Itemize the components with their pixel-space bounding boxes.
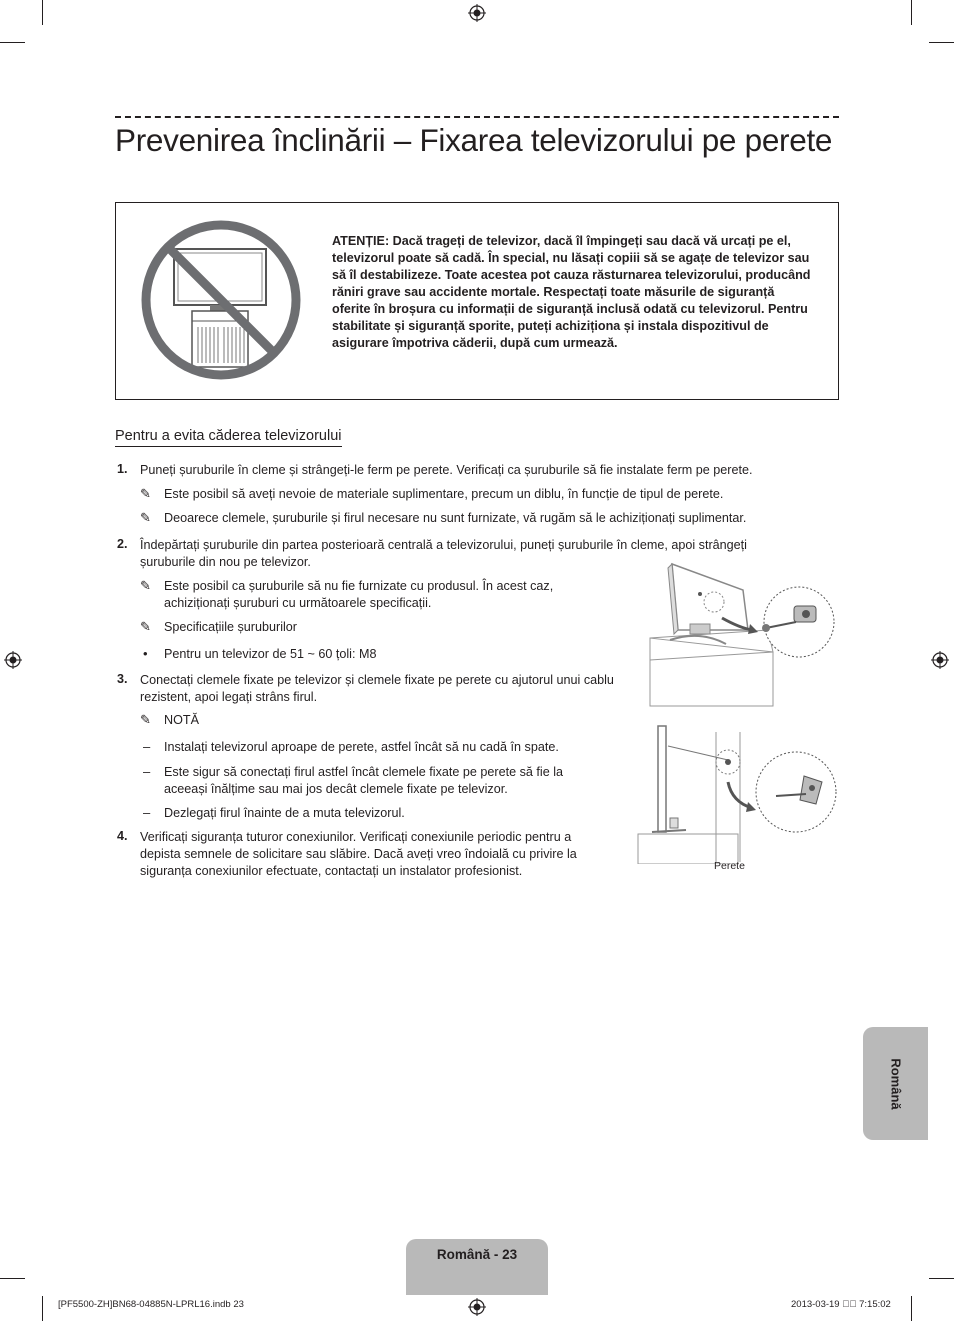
step-text: Verificați siguranța tuturor conexiunilor. Verificați conexiunile periodic pentru a depista semnele de solicitare sau slăbire. Dacă aveți vreo îndoială cu privire la siguranța conexiunilor efectuate, contactați un instalator profesionist. [140, 830, 577, 878]
dash-icon: – [143, 739, 151, 754]
footer-timestamp: 2013-03-19 ￿￿ 7:15:02 [791, 1299, 891, 1310]
dash-text: Instalați televizorul aproape de perete, astfel încât să nu cadă în spate. [164, 740, 559, 754]
bullet-text: Pentru un televizor de 51 ~ 60 țoli: M8 [164, 647, 377, 661]
wall-cable-figure [636, 722, 840, 864]
registration-mark-icon [468, 1298, 486, 1316]
note-icon: ✎ [140, 619, 151, 634]
step-text: Puneți șuruburile în cleme și strângeți-le ferm pe perete. Verificați ca șuruburile să fie instalate ferm pe perete. [140, 463, 753, 477]
registration-mark-icon [4, 651, 22, 669]
crop-mark [42, 1296, 43, 1321]
note-text: Specificațiile șuruburilor [164, 620, 297, 634]
dash-text: Este sigur să conectați firul astfel încât clemele fixate pe perete să fie la aceeași înălțime sau mai jos decât clemele fixate pe televizor. [164, 765, 564, 796]
note-text: Este posibil ca șuruburile să nu fie furnizate cu produsul. În acest caz, achiziționați șuruburi cu următoarele specificații. [164, 579, 554, 610]
note-text: Este posibil să aveți nevoie de materiale suplimentare, precum un diblu, în funcție de tipul de perete. [164, 487, 724, 501]
crop-mark [0, 42, 25, 43]
section-heading: Pentru a evita căderea televizorului [115, 428, 342, 447]
footer-file-info: [PF5500-ZH]BN68-04885N-LPRL16.indb 23 [58, 1299, 244, 1310]
note-text: Deoarece clemele, șuruburile și firul necesare nu sunt furnizate, vă rugăm să le achiziționați suplimentar. [164, 511, 747, 525]
crop-mark [911, 1296, 912, 1321]
step-number: 4. [117, 829, 128, 843]
step-number: 1. [117, 462, 128, 476]
warning-box [115, 202, 839, 400]
step-text: Conectați clemele fixate pe televizor și clemele fixate pe perete cu ajutorul unui cablu rezistent, apoi legați strâns firul. [140, 673, 614, 704]
page-number: Română - 23 [436, 1247, 518, 1262]
crop-mark [929, 1278, 954, 1279]
wall-label: Perete [714, 860, 745, 872]
tv-clamp-figure [648, 560, 838, 708]
no-tv-on-cabinet-icon [138, 217, 304, 383]
page-title: Prevenirea înclinării – Fixarea televizorului pe perete [115, 122, 833, 158]
step-text: Îndepărtați șuruburile din partea posterioară centrală a televizorului, puneți șuruburile în cleme, apoi strângeți șuruburile din nou pe televizor. [140, 538, 747, 569]
note-icon: ✎ [140, 486, 151, 501]
note-icon: ✎ [140, 712, 151, 727]
note-label: NOTĂ [164, 713, 199, 727]
registration-mark-icon [931, 651, 949, 669]
crop-mark [911, 0, 912, 25]
bullet-icon: • [143, 646, 148, 661]
dash-icon: – [143, 805, 151, 820]
language-side-tab [863, 1027, 928, 1140]
registration-mark-icon [468, 4, 486, 22]
crop-mark [0, 1278, 25, 1279]
dash-text: Dezlegați firul înainte de a muta televizorul. [164, 806, 405, 820]
page-number-tab [406, 1239, 548, 1295]
dash-icon: – [143, 764, 151, 779]
language-side-tab-label: Română [888, 1057, 903, 1110]
step-number: 2. [117, 537, 128, 551]
note-icon: ✎ [140, 578, 151, 593]
crop-mark [42, 0, 43, 25]
warning-text: ATENȚIE: Dacă trageți de televizor, dacă îl împingeți sau dacă vă urcați pe el, televizorul poate să cadă. În special, nu lăsați copiii să se agațe de televizor sau să îl destabilizeze. Toate acestea pot cauza răsturnarea televizorului, producând răniri grave sau accidente mortale. Respectați toate măsurile de siguranță oferite în broșura cu informații de siguranță inclusă odată cu televizorul. Pentru stabilitate și siguranță sporite, puteți achiziționa și instala dispozitivul de asigurare împotriva căderii, după cum urmează. [332, 234, 811, 350]
title-rule [115, 116, 839, 118]
crop-mark [929, 42, 954, 43]
note-icon: ✎ [140, 510, 151, 525]
step-number: 3. [117, 672, 128, 686]
